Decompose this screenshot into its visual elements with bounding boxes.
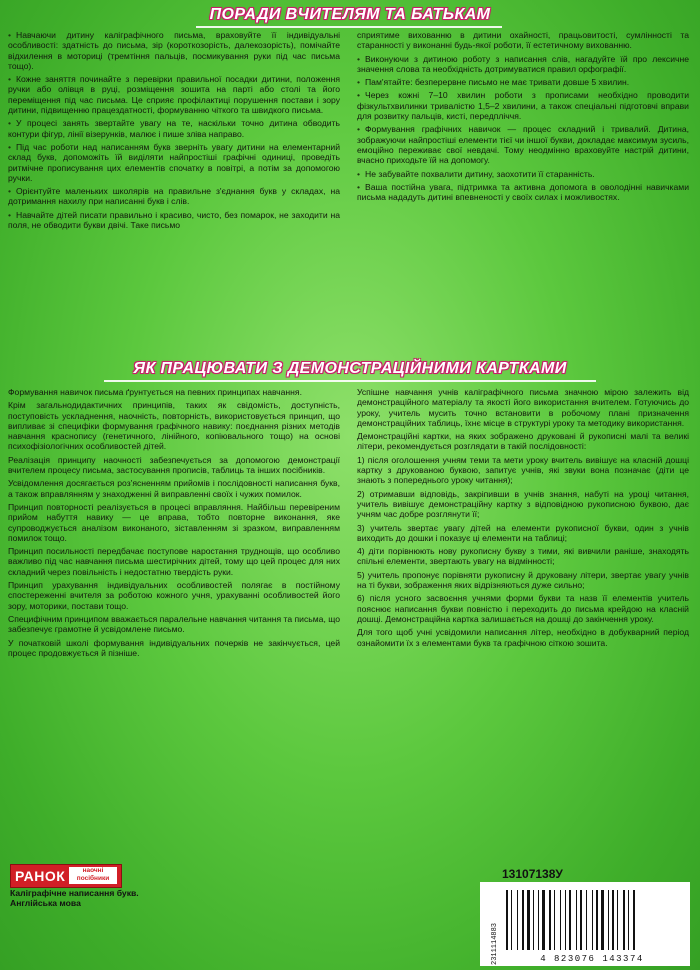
section1-title-underline bbox=[196, 26, 502, 28]
numbered-step: 2) отримавши відповідь, закріпивши в учнів знання, набуті на уроці читання, учитель вивішує демонстраційну картку з відповідною рукописною буквою, дає учням час добре розглянути її; bbox=[357, 488, 689, 520]
tip-paragraph bbox=[8, 142, 340, 183]
publisher-logo bbox=[10, 864, 122, 888]
barcode-vertical-number: 2311114883 bbox=[491, 922, 499, 965]
bullet-marker: • bbox=[8, 209, 12, 220]
tip-text: Не забувайте похвалити дитину, заохотити її старанність. bbox=[365, 168, 595, 179]
tip-paragraph bbox=[8, 30, 340, 71]
barcode-bars bbox=[492, 886, 682, 952]
numbered-step: 3) учитель звертає увагу дітей на елементи рукописної букви, один з учнів виходить до дошки і показує ці елементи на таблиці; bbox=[357, 522, 689, 543]
tip-text: Ваша постійна увага, підтримка та активна допомога в оволодінні навичками письма нададуть дитині впевненості у своїх силах і можливостях. bbox=[357, 181, 689, 203]
bullet-marker: • bbox=[357, 124, 361, 135]
bullet-marker: • bbox=[357, 53, 361, 64]
tip-paragraph bbox=[8, 74, 340, 115]
body-paragraph: Формування навичок письма ґрунтується на певних принципах навчання. bbox=[8, 387, 302, 397]
barcode-number: 4 823076 143374 bbox=[540, 954, 644, 964]
body-paragraph: Усвідомлення досягається роз'ясненням прийомів і послідовності написання букв, а також вправлянням у знаходженні й виправленні своїх і чужих помилок. bbox=[8, 478, 340, 499]
tip-text: Пам'ятайте: безперервне письмо не має тривати довше 5 хвилин. bbox=[365, 77, 630, 88]
barcode-bar bbox=[506, 890, 508, 950]
barcode-bar bbox=[511, 890, 512, 950]
bullet-marker: • bbox=[8, 118, 12, 129]
tip-paragraph bbox=[357, 90, 689, 121]
barcode-bar bbox=[592, 890, 593, 950]
section2-title bbox=[0, 359, 700, 379]
tip-paragraph bbox=[8, 210, 340, 231]
tip-paragraph bbox=[357, 54, 689, 75]
barcode-bar bbox=[576, 890, 577, 950]
barcode-bar bbox=[549, 890, 551, 950]
section2-title-text: ЯК ПРАЦЮВАТИ З ДЕМОНСТРАЦІЙНИМИ КАРТКАМИ bbox=[133, 360, 567, 377]
barcode-bar bbox=[623, 890, 625, 950]
body-paragraph: Реалізація принципу наочності забезпечується за допомогою демонстрації вчителем процесу письма, застосування прописів, таблиць та інших посібників. bbox=[8, 454, 340, 476]
tip-text: Виконуючи з дитиною роботу з написання слів, нагадуйте їй про лексичне значення слова та необхідність дотримуватися правил орфографії. bbox=[357, 53, 689, 74]
tip-text: Навчайте дітей писати правильно і красиво, чисто, без помарок, не заходити на поля, не обводити букви двічі. Таке письмо bbox=[8, 209, 340, 231]
publisher-logo-subtext: наочні посібники bbox=[69, 867, 117, 884]
barcode-bar bbox=[633, 890, 635, 950]
body-paragraph: Крім загальнодидактичних принципів, таких як свідомість, доступність, поступовість ускладнення, наочність, повторність, використовується принцип, що випливає зі специфіки формування графічного навику: поєднання різних методів навчання краснопису (генетичного, лінійного, копіювального тощо) на основі психофізіологічних особливостей дітей. bbox=[8, 400, 340, 452]
section1-title bbox=[0, 5, 700, 25]
numbered-step: 4) діти порівнюють нову рукописну букву з тими, які вивчили раніше, знаходять спільні елементи, звертають увагу на відмінності; bbox=[357, 546, 689, 567]
barcode-bar bbox=[628, 890, 629, 950]
barcode-bar bbox=[522, 890, 524, 950]
barcode-bar bbox=[569, 890, 571, 950]
body-paragraph: Демонстраційні картки, на яких зображено друковані й рукописні малі та великі літери, рекомендується розглядати в такій послідовності: bbox=[357, 431, 689, 452]
barcode-bar bbox=[586, 890, 587, 950]
body-paragraph: Для того щоб учні усвідомили написання літер, необхідно в добукварний період ознайомити їх з елементами букв та графічною сіткою зошита. bbox=[357, 627, 689, 648]
book-title-line2: Англійська мова bbox=[10, 898, 81, 908]
barcode-bar bbox=[580, 890, 582, 950]
body-paragraph: Специфічним принципом вважається паралельне навчання читання та письма, що забезпечує грамотне й усвідомлене письмо. bbox=[8, 613, 340, 635]
bullet-marker: • bbox=[8, 74, 12, 85]
tip-paragraph bbox=[357, 77, 689, 87]
book-title-line1: Каліграфічне написання букв. bbox=[10, 888, 139, 898]
barcode-bar bbox=[596, 890, 598, 950]
bullet-marker: • bbox=[8, 30, 12, 40]
body-paragraph: Принцип повторності реалізується в процесі вправляння. Найбільш перевіреним прийом набуття навику — це вправа, тобто повторне виконання, яке супроводжується аналізом виконаного, зіставленням зі зразком, виправленням помилок тощо. bbox=[8, 501, 340, 543]
tip-text: Під час роботи над написанням букв зверніть увагу дитини на елементарний склад букв, допоможіть їй виділяти найпростіші графічні одиниці, проведіть ритмічне прописування цих елементів спочатку в повітрі, а потім за допомогою ручки. bbox=[8, 141, 340, 183]
barcode-bar bbox=[601, 890, 604, 950]
barcode-bar bbox=[612, 890, 614, 950]
barcode-bar bbox=[542, 890, 545, 950]
tip-paragraph bbox=[8, 118, 340, 139]
tip-paragraph bbox=[357, 182, 689, 203]
barcode-bar bbox=[554, 890, 555, 950]
barcode-bar bbox=[538, 890, 539, 950]
barcode-bar bbox=[533, 890, 534, 950]
publisher-logo-text: РАНОК bbox=[15, 868, 66, 884]
section1-left-column bbox=[8, 30, 340, 233]
bullet-marker: • bbox=[357, 168, 361, 179]
bullet-marker: • bbox=[8, 141, 12, 152]
section1-title-text: ПОРАДИ ВЧИТЕЛЯМ ТА БАТЬКАМ bbox=[209, 6, 491, 23]
tip-paragraph bbox=[357, 30, 689, 51]
product-code: 13107138У bbox=[502, 867, 563, 881]
body-paragraph: У початковій школі формування індивідуальних почерків не закінчується, цей процес продовжується й пізніше. bbox=[8, 637, 340, 658]
bullet-marker: • bbox=[357, 181, 361, 192]
body-paragraph: Принцип урахування індивідуальних особливостей полягає в постійному спостереженні вчителя за роботою кожного учня, урахуванні особливостей його зору, моторики, постави тощо. bbox=[8, 580, 340, 611]
bullet-marker: • bbox=[357, 90, 361, 101]
tip-text: сприятиме вихованню в дитини охайності, працьовитості, сумлінності та старанності у виконанні будь-якої роботи, її естетичному вихованню. bbox=[357, 30, 689, 51]
tip-text: Кожне заняття починайте з перевірки правильної посадки дитини, положення ручки або олівця в руці, розміщення зошита на парті або столі та його переміщення під час письма. Це сприяє профілактиці порушення постави і зору дитини, підвищенню працездатності, формуванню чіткого та швидкого письма. bbox=[8, 74, 340, 116]
tip-paragraph bbox=[8, 186, 340, 207]
numbered-step: 1) після оголошення учням теми та мети уроку вчитель вивішує на класній дошці картку з друкованою буквою, запитує учнів, які звуки вона позначає (діти це знають з попереднього уроку читання); bbox=[357, 454, 689, 486]
barcode-bar bbox=[560, 890, 561, 950]
barcode-bar bbox=[617, 890, 618, 950]
barcode-bar bbox=[565, 890, 566, 950]
section2-right-column bbox=[357, 387, 689, 651]
book-title bbox=[10, 888, 230, 908]
tip-text: Орієнтуйте маленьких школярів на правильне з'єднання букв у складах, на дотримання нахилу при написанні букв і слів. bbox=[8, 186, 340, 207]
barcode-bar bbox=[517, 890, 518, 950]
section2-left-column bbox=[8, 387, 340, 661]
numbered-step: 5) учитель пропонує порівняти рукописну й друковану літери, звертає увагу учнів на ті букви, зображення яких відрізняються дуже сильно; bbox=[357, 569, 689, 591]
section2-title-underline bbox=[104, 380, 596, 382]
body-paragraph: Принцип посильності передбачає поступове наростання труднощів, що особливо важливо під час навчання письма шестирічних дітей, тому що цей процес для них складний через повільність і недостатню твердість руки. bbox=[8, 546, 340, 577]
body-paragraph: Успішне навчання учнів каліграфічного письма значною мірою залежить від демонстраційного матеріалу та якості його використання вчителем. Готуючись до уроку, учитель мусить точно встановити в робочому плані призначення демонстраційних таблиць, їхнє місце в структурі уроку та методику використання. bbox=[357, 387, 689, 428]
footer bbox=[0, 850, 700, 970]
barcode-bar bbox=[608, 890, 609, 950]
tip-paragraph bbox=[357, 124, 689, 165]
barcode-bar bbox=[527, 890, 530, 950]
tip-paragraph bbox=[357, 169, 689, 179]
numbered-step: 6) після усного засвоєння учнями форми букви та назв її елементів учитель пояснює написання букви повністю і переходить до письма крейдою на класній дошці. Демонстраційна картка залишається на дошці до закінчення уроку. bbox=[357, 593, 689, 624]
tip-text: Формування графічних навичок — процес складний і тривалий. Дитина, зображуючи найпростіші елементи тієї чи іншої букви, докладає максимум зусиль, емоційно переживає свої невдачі. Тому неодмінно враховуйте настрій дитини, вчасно приходьте їй на допомогу. bbox=[357, 124, 689, 166]
tip-text: Навчаючи дитину каліграфічного письма, враховуйте її індивідуальні особливості: здатність до письма, зір (короткозорість, далекозорість), помічайте відхилення в моториці (тремтіння пальців, посмикування руки під час письма тощо). bbox=[8, 30, 340, 71]
bullet-marker: • bbox=[357, 77, 361, 88]
tip-text: У процесі занять звертайте увагу на те, наскільки точно дитина обводить контури фігур, лінії візерунків, малює і пише зліва направо. bbox=[8, 118, 340, 139]
barcode bbox=[480, 882, 690, 966]
bullet-marker: • bbox=[8, 186, 12, 197]
section1-right-column bbox=[357, 30, 689, 205]
tip-text: Через кожні 7–10 хвилин роботи з прописами необхідно проводити фізкультхвилинки тривалістю 1,5–2 хвилини, а також спеціальні підготовчі вправи для розвитку пальців, кисті, передпліччя. bbox=[357, 90, 689, 122]
